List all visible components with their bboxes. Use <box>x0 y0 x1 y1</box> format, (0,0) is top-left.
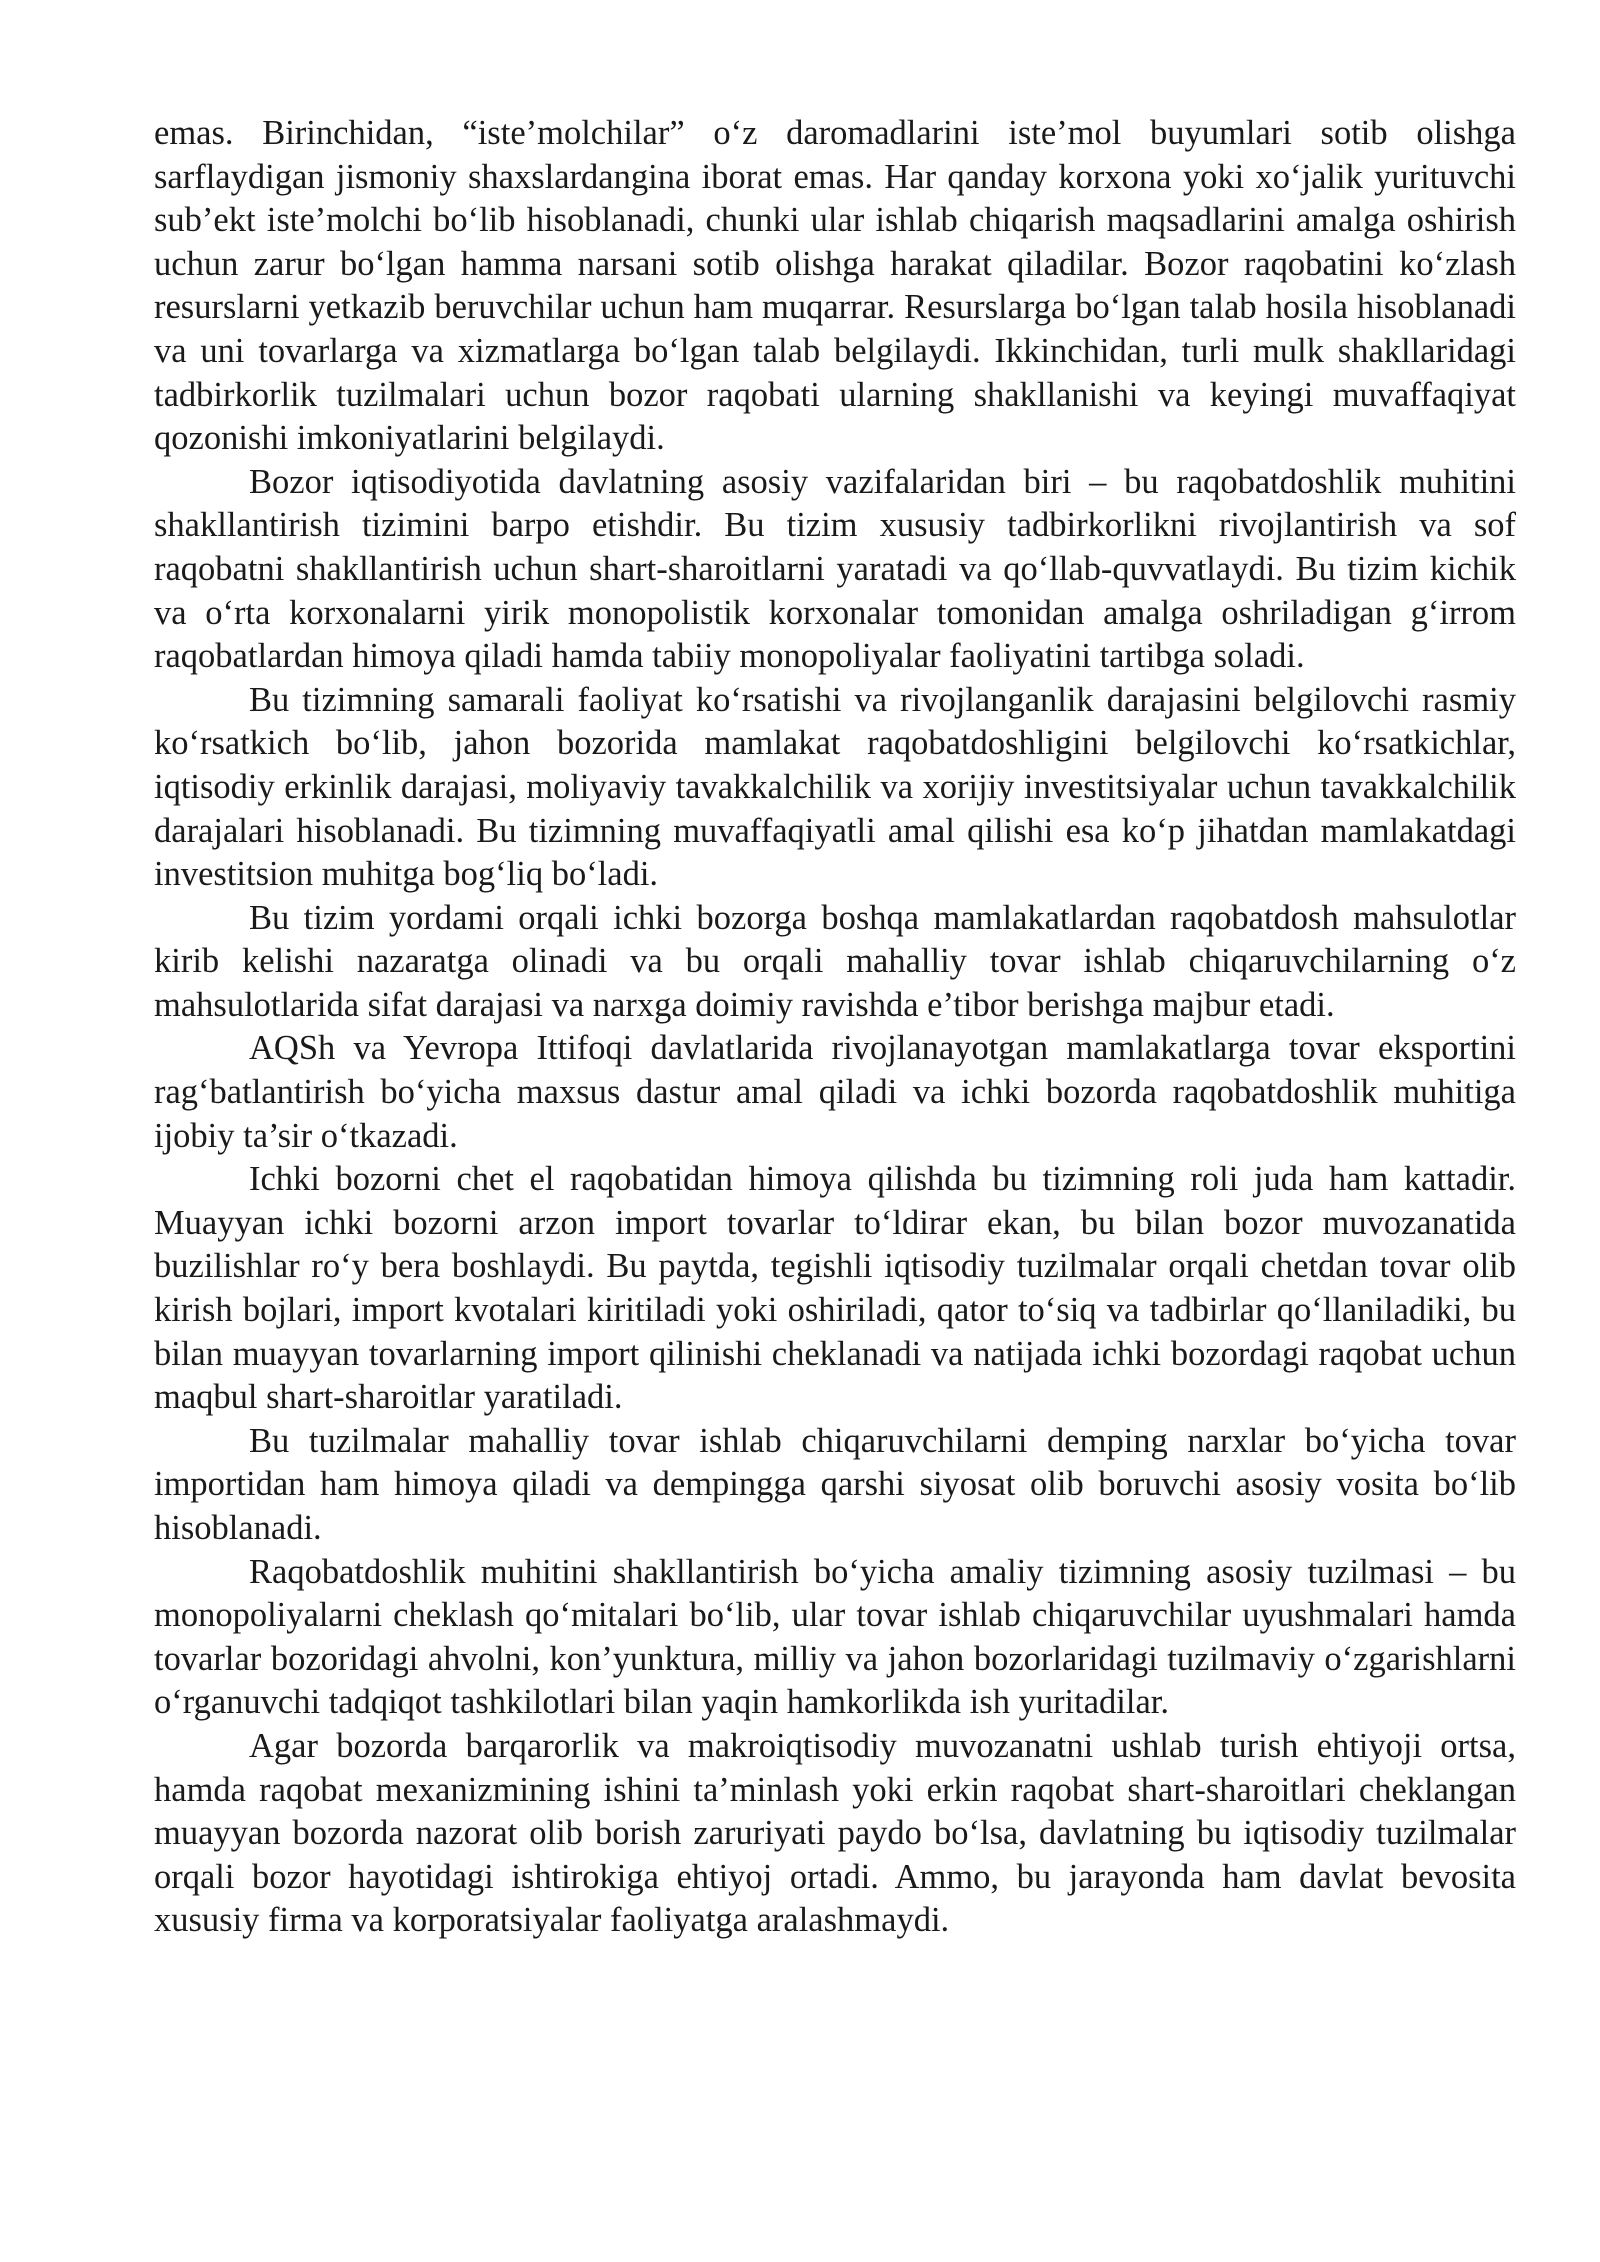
paragraph-indicators: Bu tizimning samarali faoliyat ko‘rsatishi va rivojlanganlik darajasini belgilovchi rasmiy ko‘rsatkich bo‘lib, jahon bozorida mamlakat raqobatdoshligini belgilovchi ko‘rsatkichlar, iqtisodiy erkinlik darajasi, moliyaviy tavakkalchilik va xorijiy investitsiyalar uchun tavakkalchilik darajalari hisoblanadi. Bu tizimning muvaffaqiyatli amal qilishi esa ko‘p jihatdan mamlakatdagi investitsion muhitga bog‘liq bo‘ladi. <box>154 680 1516 894</box>
paragraph-protection: Ichki bozorni chet el raqobatidan himoya qilishda bu tizimning roli juda ham kattadir. Muayyan ichki bozorni arzon import tovarlar to‘ldirar ekan, bu bilan bozor muvozanatida buzilishlar ro‘y bera boshlaydi. Bu paytda, tegishli iqtisodiy tuzilmalar orqali chetdan tovar olib kirish bojlari, import kvotalari kiritiladi yoki oshiriladi, qator to‘siq va tadbirlar qo‘llaniladiki, bu bilan muayyan tovarlarning import qilinishi cheklanadi va natijada ichki bozordagi raqobat uchun maqbul shart-sharoitlar yaratiladi. <box>154 1160 1516 1417</box>
document-page <box>154 112 1516 1943</box>
paragraph-antimonopoly: Raqobatdoshlik muhitini shakllantirish bo‘yicha amaliy tizimning asosiy tuzilmasi – bu monopoliyalarni cheklash qo‘mitalari bo‘lib, ular tovar ishlab chiqaruvchilar uyushmalari hamda tovarlar bozoridagi ahvolni, kon’yunktura, milliy va jahon bozorlaridagi tuzilmaviy o‘zgarishlarni o‘rganuvchi tadqiqot tashkilotlari bilan yaqin hamkorlikda ish yuritadilar. <box>154 1552 1516 1722</box>
paragraph-dumping: Bu tuzilmalar mahalliy tovar ishlab chiqaruvchilarni demping narxlar bo‘yicha tovar importidan ham himoya qiladi va dempingga qarshi siyosat olib boruvchi asosiy vosita bo‘lib hisoblanadi. <box>154 1421 1516 1547</box>
paragraph-domestic-market: Bu tizim yordami orqali ichki bozorga boshqa mamlakatlardan raqobatdosh mahsulotlar kirib kelishi nazaratga olinadi va bu orqali mahalliy tovar ishlab chiqaruvchilarning o‘z mahsulotlarida sifat darajasi va narxga doimiy ravishda e’tibor berishga majbur etadi. <box>154 898 1516 1024</box>
paragraph-state-competition-role: Bozor iqtisodiyotida davlatning asosiy vazifalaridan biri – bu raqobatdoshlik muhitini shakllantirish tizimini barpo etishdir. Bu tizim xususiy tadbirkorlikni rivojlantirish va sof raqobatni shakllantirish uchun shart-sharoitlarni yaratadi va qo‘llab-quvvatlaydi. Bu tizim kichik va o‘rta korxonalarni yirik monopolistik korxonalar tomonidan amalga oshriladigan g‘irrom raqobatlardan himoya qiladi hamda tabiiy monopoliyalar faoliyatini tartibga soladi. <box>154 462 1516 676</box>
paragraph-continuation: emas. Birinchidan, “iste’molchilar” o‘z daromadlarini iste’mol buyumlari sotib olishga sarflaydigan jismoniy shaxslardangina iborat emas. Har qanday korxona yoki xo‘jalik yurituvchi sub’ekt iste’molchi bo‘lib hisoblanadi, chunki ular ishlab chiqarish maqsadlarini amalga oshirish uchun zarur bo‘lgan hamma narsani sotib olishga harakat qiladilar. Bozor raqobatini ko‘zlash resurslarni yetkazib beruvchilar uchun ham muqarrar. Resurslarga bo‘lgan talab hosila hisoblanadi va uni tovarlarga va xizmatlarga bo‘lgan talab belgilaydi. Ikkinchidan, turli mulk shakllaridagi tadbirkorlik tuzilmalari uchun bozor raqobati ularning shakllanishi va keyingi muvaffaqiyat qozonishi imkoniyatlarini belgilaydi. <box>154 114 1516 458</box>
paragraph-stability: Agar bozorda barqarorlik va makroiqtisodiy muvozanatni ushlab turish ehtiyoji ortsa, hamda raqobat mexanizmining ishini ta’minlash yoki erkin raqobat shart-sharoitlari cheklangan muayyan bozorda nazorat olib borish zaruriyati paydo bo‘lsa, davlatning bu iqtisodiy tuzilmalar orqali bozor hayotidagi ishtirokiga ehtiyoj ortadi. Ammo, bu jarayonda ham davlat bevosita xususiy firma va korporatsiyalar faoliyatga aralashmaydi. <box>154 1726 1516 1940</box>
paragraph-usa-eu: AQSh va Yevropa Ittifoqi davlatlarida rivojlanayotgan mamlakatlarga tovar eksportini rag‘batlantirish bo‘yicha maxsus dastur amal qiladi va ichki bozorda raqobatdoshlik muhitiga ijobiy ta’sir o‘tkazadi. <box>154 1029 1516 1155</box>
